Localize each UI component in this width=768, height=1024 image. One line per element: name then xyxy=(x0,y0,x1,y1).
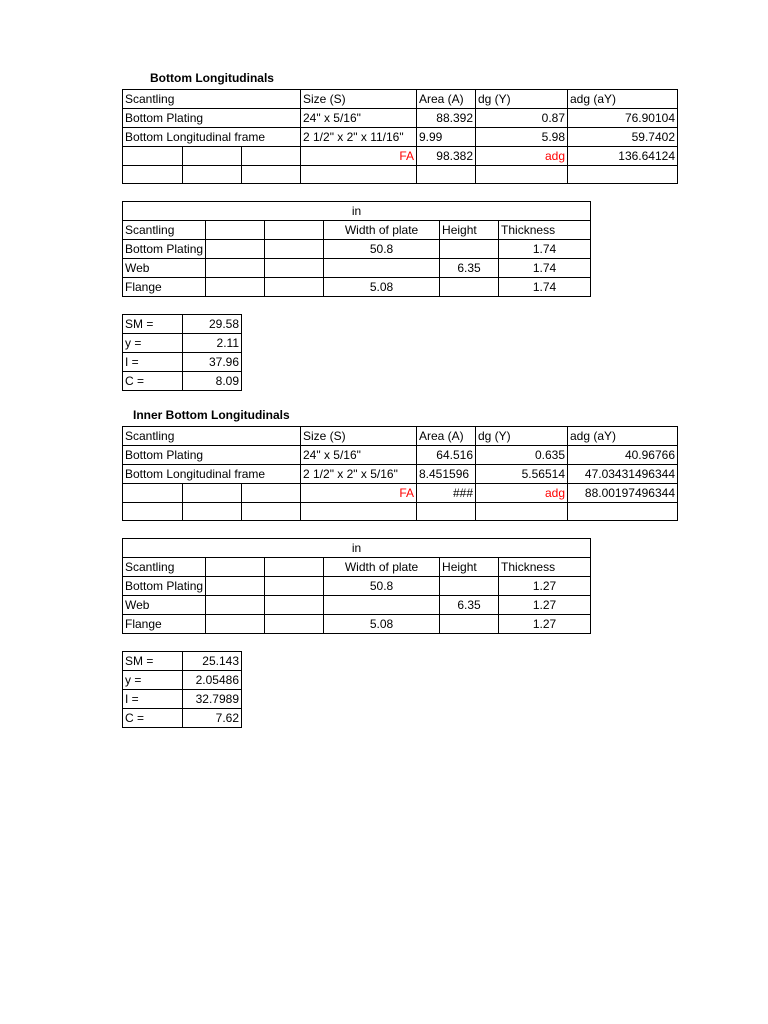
cell[interactable] xyxy=(242,484,301,503)
dimension-table xyxy=(122,538,591,634)
unit-row xyxy=(123,539,591,558)
cell[interactable] xyxy=(265,558,324,577)
header-cell[interactable]: Size (S) xyxy=(301,427,417,446)
header-cell[interactable]: adg (aY) xyxy=(568,427,678,446)
cell[interactable]: 1.27 xyxy=(499,596,591,615)
result-value[interactable]: 37.96 xyxy=(183,353,242,372)
header-cell[interactable]: Width of plate xyxy=(324,558,440,577)
result-row xyxy=(123,315,242,334)
dimension-table xyxy=(122,201,591,297)
result-row xyxy=(123,372,242,391)
table-row xyxy=(123,465,678,484)
table-row xyxy=(123,259,591,278)
cell[interactable] xyxy=(206,259,265,278)
adg-label[interactable]: adg xyxy=(476,147,568,166)
cell[interactable] xyxy=(568,166,678,184)
fa-value[interactable]: 98.382 xyxy=(417,147,476,166)
result-label[interactable]: I = xyxy=(123,353,183,372)
result-row xyxy=(123,652,242,671)
cell[interactable]: 1.27 xyxy=(499,577,591,596)
cell[interactable]: Flange xyxy=(123,615,206,634)
cell[interactable] xyxy=(123,503,183,521)
header-cell[interactable]: Size (S) xyxy=(301,90,417,109)
header-cell[interactable]: Thickness xyxy=(499,221,591,240)
result-label[interactable]: I = xyxy=(123,690,183,709)
header-cell[interactable]: Scantling xyxy=(123,90,301,109)
section-title: Bottom Longitudinals xyxy=(150,71,274,85)
adg-label[interactable]: adg xyxy=(476,484,568,503)
cell[interactable] xyxy=(206,278,265,297)
cell[interactable]: 1.74 xyxy=(499,259,591,278)
cell[interactable]: 40.96766 xyxy=(568,446,678,465)
cell[interactable] xyxy=(206,615,265,634)
cell[interactable]: 0.635 xyxy=(476,446,568,465)
totals-row xyxy=(123,147,678,166)
header-cell[interactable]: Thickness xyxy=(499,558,591,577)
empty-row xyxy=(123,166,678,184)
result-label[interactable]: SM = xyxy=(123,315,183,334)
result-row xyxy=(123,353,242,372)
cell[interactable] xyxy=(568,503,678,521)
table-row xyxy=(123,615,591,634)
header-cell[interactable]: Height xyxy=(440,221,499,240)
cell[interactable]: 59.7402 xyxy=(568,128,678,147)
cell[interactable] xyxy=(206,221,265,240)
cell[interactable] xyxy=(417,166,476,184)
table-row xyxy=(123,240,591,259)
cell[interactable] xyxy=(242,166,301,184)
adg-total-value[interactable]: 88.00197496344 xyxy=(568,484,678,503)
result-value[interactable]: 29.58 xyxy=(183,315,242,334)
cell[interactable]: 64.516 xyxy=(417,446,476,465)
cell[interactable]: 2 1/2" x 2" x 5/16" xyxy=(301,465,417,484)
header-cell[interactable]: Scantling xyxy=(123,221,206,240)
cell[interactable]: 5.08 xyxy=(324,615,440,634)
unit-row xyxy=(123,202,591,221)
cell[interactable]: 24" x 5/16" xyxy=(301,446,417,465)
cell[interactable] xyxy=(440,278,499,297)
cell[interactable] xyxy=(476,166,568,184)
cell[interactable]: 9.99 xyxy=(417,128,476,147)
cell[interactable] xyxy=(183,147,242,166)
header-cell[interactable]: adg (aY) xyxy=(568,90,678,109)
result-value[interactable]: 8.09 xyxy=(183,372,242,391)
cell[interactable]: 76.90104 xyxy=(568,109,678,128)
cell[interactable]: Web xyxy=(123,596,206,615)
cell[interactable] xyxy=(301,503,417,521)
cell[interactable]: 0.87 xyxy=(476,109,568,128)
totals-row xyxy=(123,484,678,503)
unit-cell[interactable]: in xyxy=(123,539,591,558)
fa-value[interactable]: ### xyxy=(417,484,476,503)
cell[interactable]: 1.27 xyxy=(499,615,591,634)
cell[interactable] xyxy=(265,577,324,596)
cell[interactable]: 2 1/2" x 2" x 11/16" xyxy=(301,128,417,147)
cell[interactable] xyxy=(242,147,301,166)
cell[interactable] xyxy=(183,484,242,503)
result-label[interactable]: y = xyxy=(123,334,183,353)
result-row xyxy=(123,690,242,709)
cell[interactable] xyxy=(265,596,324,615)
cell[interactable]: 8.451596 xyxy=(417,465,476,484)
header-cell[interactable]: Width of plate xyxy=(324,221,440,240)
result-label[interactable]: C = xyxy=(123,709,183,728)
area-table xyxy=(122,89,678,184)
cell[interactable]: Bottom Plating xyxy=(123,109,301,128)
cell[interactable]: Bottom Plating xyxy=(123,577,206,596)
result-row xyxy=(123,334,242,353)
result-label[interactable]: C = xyxy=(123,372,183,391)
table-row xyxy=(123,596,591,615)
table-row xyxy=(123,446,678,465)
result-label[interactable]: y = xyxy=(123,671,183,690)
cell[interactable] xyxy=(265,278,324,297)
cell[interactable]: Bottom Longitudinal frame xyxy=(123,128,301,147)
empty-row xyxy=(123,503,678,521)
cell[interactable] xyxy=(265,221,324,240)
cell[interactable]: 5.56514 xyxy=(476,465,568,484)
results-table xyxy=(122,651,242,728)
cell[interactable] xyxy=(123,484,183,503)
cell[interactable]: 50.8 xyxy=(324,240,440,259)
results-table xyxy=(122,314,242,391)
result-value[interactable]: 2.11 xyxy=(183,334,242,353)
table-row xyxy=(123,278,591,297)
header-cell[interactable]: Area (A) xyxy=(417,90,476,109)
table-header-row xyxy=(123,558,591,577)
header-cell[interactable]: dg (Y) xyxy=(476,90,568,109)
header-cell[interactable]: dg (Y) xyxy=(476,427,568,446)
result-value[interactable]: 25.143 xyxy=(183,652,242,671)
result-row xyxy=(123,709,242,728)
cell[interactable] xyxy=(324,596,440,615)
cell[interactable]: Web xyxy=(123,259,206,278)
cell[interactable] xyxy=(476,503,568,521)
result-value[interactable]: 32.7989 xyxy=(183,690,242,709)
cell[interactable]: 88.392 xyxy=(417,109,476,128)
cell[interactable]: 24" x 5/16" xyxy=(301,109,417,128)
header-cell[interactable]: Scantling xyxy=(123,427,301,446)
result-label[interactable]: SM = xyxy=(123,652,183,671)
section-title: Inner Bottom Longitudinals xyxy=(133,408,290,422)
cell[interactable] xyxy=(242,503,301,521)
cell[interactable]: 1.74 xyxy=(499,278,591,297)
fa-label[interactable]: FA xyxy=(301,484,417,503)
table-row xyxy=(123,109,678,128)
cell[interactable]: 6.35 xyxy=(440,259,499,278)
area-table xyxy=(122,426,678,521)
cell[interactable] xyxy=(206,577,265,596)
cell[interactable]: 50.8 xyxy=(324,577,440,596)
cell[interactable]: 47.03431496344 xyxy=(568,465,678,484)
fa-label[interactable]: FA xyxy=(301,147,417,166)
cell[interactable]: Bottom Longitudinal frame xyxy=(123,465,301,484)
cell[interactable] xyxy=(265,240,324,259)
cell[interactable] xyxy=(440,577,499,596)
table-header-row xyxy=(123,221,591,240)
cell[interactable] xyxy=(206,596,265,615)
table-row xyxy=(123,128,678,147)
table-row xyxy=(123,577,591,596)
cell[interactable] xyxy=(123,166,183,184)
cell[interactable]: Flange xyxy=(123,278,206,297)
cell[interactable]: 1.74 xyxy=(499,240,591,259)
cell[interactable]: Bottom Plating xyxy=(123,240,206,259)
cell[interactable] xyxy=(265,259,324,278)
result-value[interactable]: 2.05486 xyxy=(183,671,242,690)
cell[interactable] xyxy=(301,166,417,184)
header-cell[interactable]: Height xyxy=(440,558,499,577)
cell[interactable] xyxy=(265,615,324,634)
cell[interactable] xyxy=(123,147,183,166)
result-value[interactable]: 7.62 xyxy=(183,709,242,728)
cell[interactable]: 5.08 xyxy=(324,278,440,297)
cell[interactable]: 6.35 xyxy=(440,596,499,615)
table-header-row xyxy=(123,90,678,109)
cell[interactable] xyxy=(440,615,499,634)
cell[interactable] xyxy=(440,240,499,259)
header-cell[interactable]: Scantling xyxy=(123,558,206,577)
result-row xyxy=(123,671,242,690)
cell[interactable] xyxy=(206,558,265,577)
cell[interactable] xyxy=(183,166,242,184)
cell[interactable] xyxy=(183,503,242,521)
cell[interactable]: 5.98 xyxy=(476,128,568,147)
cell[interactable] xyxy=(206,240,265,259)
header-cell[interactable]: Area (A) xyxy=(417,427,476,446)
cell[interactable]: Bottom Plating xyxy=(123,446,301,465)
adg-total-value[interactable]: 136.64124 xyxy=(568,147,678,166)
cell[interactable] xyxy=(417,503,476,521)
cell[interactable] xyxy=(324,259,440,278)
table-header-row xyxy=(123,427,678,446)
unit-cell[interactable]: in xyxy=(123,202,591,221)
